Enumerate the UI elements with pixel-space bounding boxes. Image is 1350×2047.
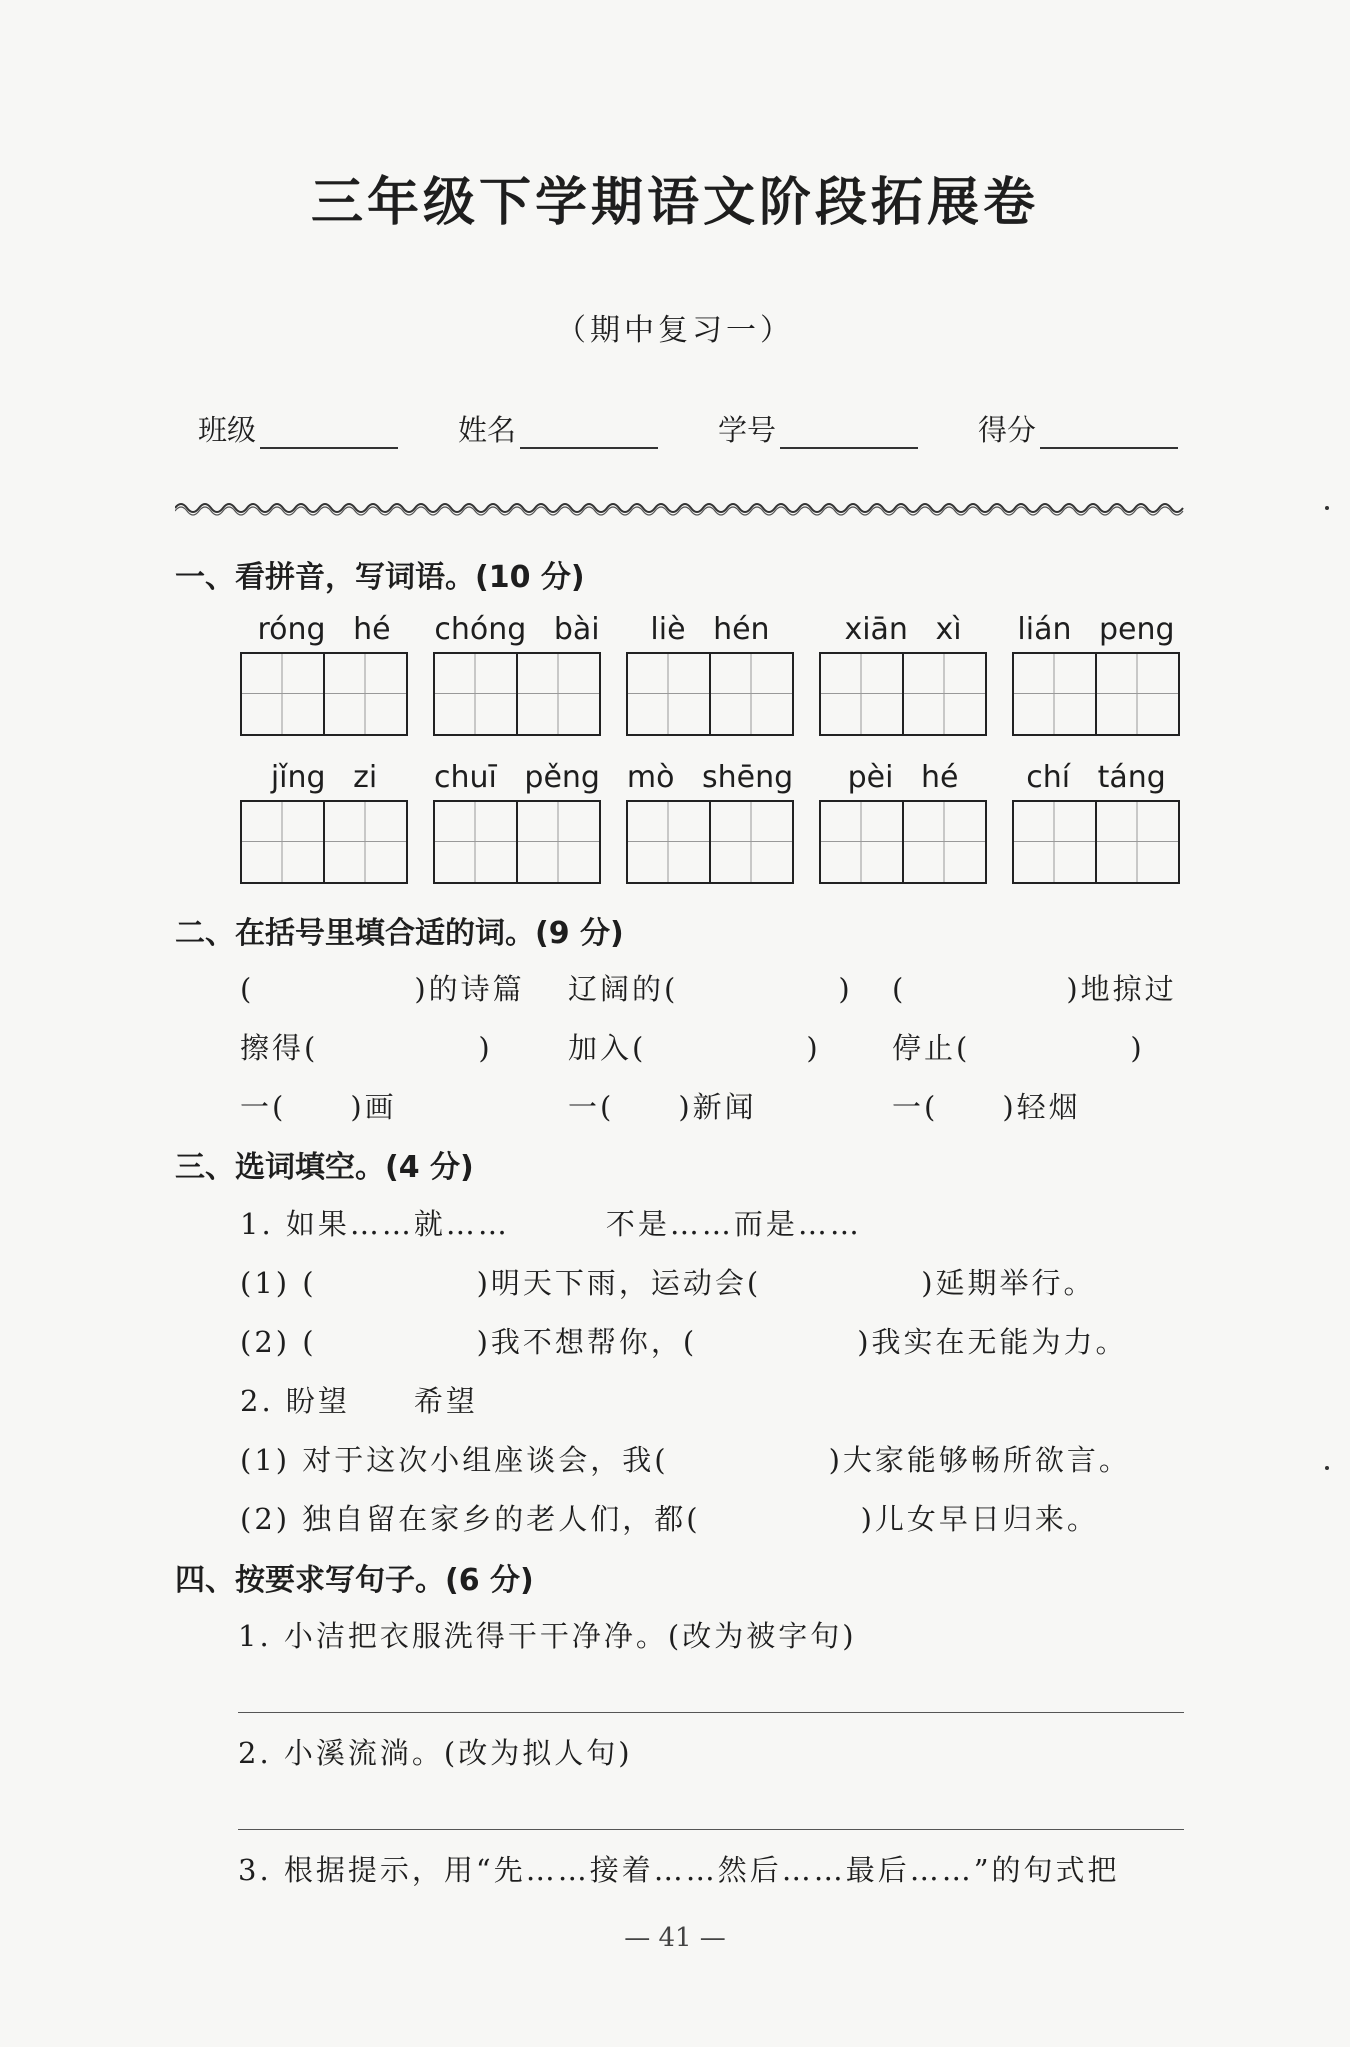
fill-sentence[interactable]: (2) ( )我不想帮你，( )我实在无能为力。: [240, 1325, 1128, 1359]
writing-grid[interactable]: [1012, 800, 1180, 884]
pinyin-item: [626, 612, 794, 736]
pinyin-item: [433, 760, 601, 884]
rewrite-question-2: 2. 小溪流淌。(改为拟人句): [238, 1736, 633, 1770]
student-number-label: 学号: [717, 413, 776, 447]
grid-cell[interactable]: [323, 654, 406, 734]
score-field: [978, 408, 1178, 449]
pinyin-item: [819, 612, 987, 736]
grid-cell[interactable]: [709, 802, 792, 882]
grid-cell[interactable]: [902, 802, 985, 882]
name-field: [458, 408, 658, 449]
pinyin-item: [240, 612, 408, 736]
score-blank[interactable]: [1040, 417, 1178, 449]
grid-cell[interactable]: [516, 654, 599, 734]
grid-cell[interactable]: [435, 654, 516, 734]
grid-cell[interactable]: [1014, 802, 1095, 882]
pinyin-item: [1012, 760, 1180, 884]
fill-item[interactable]: 加入( ): [568, 1031, 821, 1065]
writing-grid[interactable]: [819, 652, 987, 736]
pinyin-text: mò shēng: [626, 760, 794, 795]
pinyin-text: chuī pěng: [434, 760, 600, 795]
writing-grid[interactable]: [240, 800, 408, 884]
fill-item[interactable]: 擦得( ): [240, 1031, 493, 1065]
grid-cell[interactable]: [628, 654, 709, 734]
pinyin-row-2: [240, 760, 1180, 884]
section3-heading: 三、选词填空。(4 分): [175, 1150, 474, 1185]
fill-item[interactable]: 一( )画: [240, 1090, 397, 1124]
pinyin-text: lián peng: [1017, 612, 1175, 647]
pinyin-text: chí táng: [1026, 760, 1166, 795]
fill-sentence[interactable]: (1) ( )明天下雨，运动会( )延期举行。: [240, 1266, 1096, 1300]
class-label: 班级: [198, 413, 257, 447]
score-label: 得分: [977, 413, 1036, 447]
class-blank[interactable]: [260, 417, 398, 449]
page-subtitle: （期中复习一）: [556, 313, 794, 348]
grid-cell[interactable]: [1095, 654, 1178, 734]
grid-cell[interactable]: [821, 802, 902, 882]
fill-item[interactable]: 一( )新闻: [568, 1090, 757, 1124]
fill-item[interactable]: ( )地掠过: [892, 972, 1177, 1006]
grid-cell[interactable]: [821, 654, 902, 734]
writing-grid[interactable]: [626, 652, 794, 736]
pinyin-text: róng hé: [257, 612, 391, 647]
pinyin-text: chóng bài: [434, 612, 600, 647]
writing-grid[interactable]: [240, 652, 408, 736]
answer-line-1[interactable]: [238, 1712, 1184, 1713]
grid-cell[interactable]: [628, 802, 709, 882]
section2-heading: 二、在括号里填合适的词。(9 分): [175, 916, 624, 951]
rewrite-question-1: 1. 小洁把衣服洗得干干净净。(改为被字句): [238, 1619, 857, 1653]
pinyin-text: liè hén: [650, 612, 770, 647]
pinyin-item: [433, 612, 601, 736]
pinyin-item: [240, 760, 408, 884]
scan-mark: [1325, 506, 1329, 510]
pinyin-text: jǐng zi: [270, 760, 378, 795]
grid-cell[interactable]: [516, 802, 599, 882]
name-blank[interactable]: [520, 417, 658, 449]
answer-line-2[interactable]: [238, 1829, 1184, 1830]
student-number-blank[interactable]: [780, 417, 918, 449]
section4-heading: 四、按要求写句子。(6 分): [175, 1563, 534, 1598]
wave-divider: [175, 500, 1187, 516]
grid-cell[interactable]: [435, 802, 516, 882]
fill-sentence[interactable]: (2) 独自留在家乡的老人们，都( )儿女早日归来。: [240, 1502, 1099, 1536]
grid-cell[interactable]: [1014, 654, 1095, 734]
student-info-row: [198, 408, 1178, 449]
word-options-2: 2. 盼望 希望: [240, 1384, 478, 1418]
scan-mark: [1325, 1466, 1329, 1470]
writing-grid[interactable]: [433, 800, 601, 884]
student-number-field: [718, 408, 918, 449]
section1-heading: 一、看拼音，写词语。(10 分): [175, 560, 585, 595]
pinyin-item: [626, 760, 794, 884]
page-title: 三年级下学期语文阶段拓展卷: [310, 173, 1039, 233]
writing-grid[interactable]: [819, 800, 987, 884]
pinyin-item: [819, 760, 987, 884]
fill-item[interactable]: 一( )轻烟: [892, 1090, 1081, 1124]
writing-grid[interactable]: [626, 800, 794, 884]
writing-grid[interactable]: [433, 652, 601, 736]
rewrite-question-3: 3. 根据提示，用“先……接着……然后……最后……”的句式把: [238, 1853, 1120, 1887]
fill-item[interactable]: 辽阔的( ): [568, 972, 853, 1006]
name-label: 姓名: [457, 413, 516, 447]
grid-cell[interactable]: [709, 654, 792, 734]
class-field: [198, 408, 398, 449]
fill-item[interactable]: ( )的诗篇: [240, 972, 525, 1006]
grid-cell[interactable]: [323, 802, 406, 882]
pinyin-text: pèi hé: [847, 760, 959, 795]
pinyin-row-1: [240, 612, 1180, 736]
grid-cell[interactable]: [1095, 802, 1178, 882]
writing-grid[interactable]: [1012, 652, 1180, 736]
pinyin-item: [1012, 612, 1180, 736]
pinyin-text: xiān xì: [844, 612, 962, 647]
grid-cell[interactable]: [902, 654, 985, 734]
fill-item[interactable]: 停止( ): [892, 1031, 1145, 1065]
grid-cell[interactable]: [242, 654, 323, 734]
grid-cell[interactable]: [242, 802, 323, 882]
page-number: — 41 —: [624, 1923, 726, 1953]
word-options-1: 1. 如果……就…… 不是……而是……: [240, 1207, 862, 1241]
fill-sentence[interactable]: (1) 对于这次小组座谈会，我( )大家能够畅所欲言。: [240, 1443, 1131, 1477]
